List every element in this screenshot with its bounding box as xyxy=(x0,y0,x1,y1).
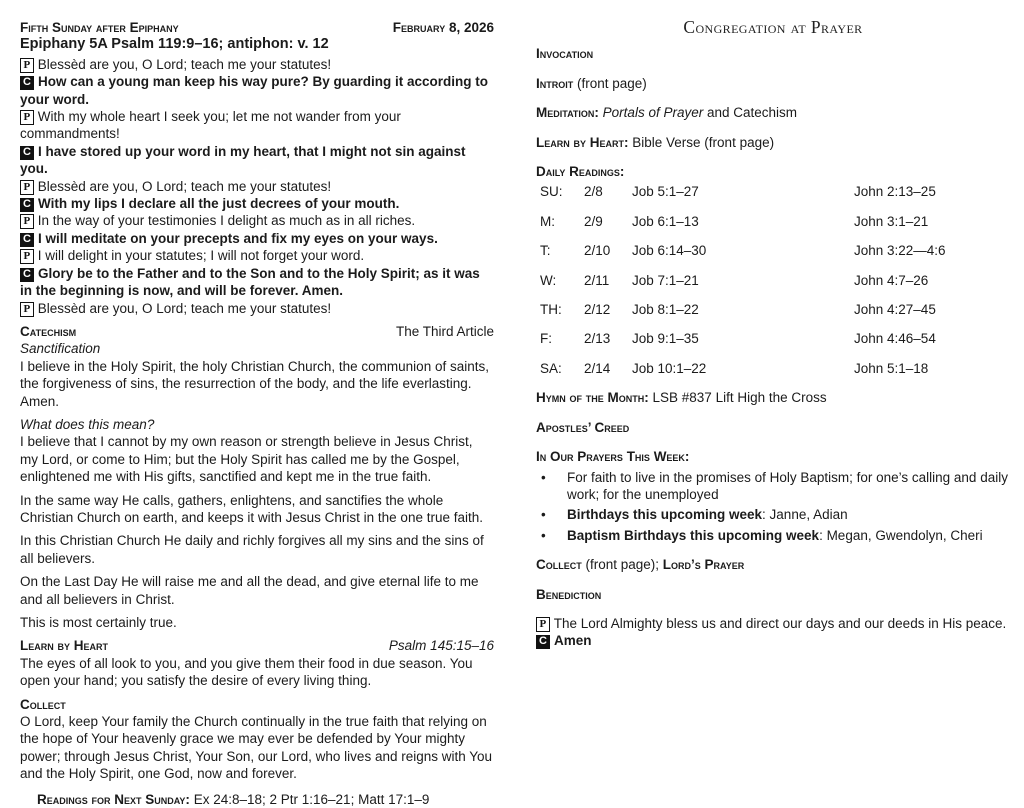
catechism-subheading: Sanctification xyxy=(20,341,101,357)
catechism-paragraph: In the same way He calls, gathers, enlightens, and sanctifies the whole Christian Church on earth, and keeps it with Jesus Christ in the one true faith. xyxy=(20,492,483,525)
prayer-text: Birthdays this upcoming week: Janne, Adian xyxy=(567,507,848,523)
versicle-text: I have stored up your word in my heart, that I might not sin against you. xyxy=(20,143,466,177)
catechism-heading: Catechism xyxy=(20,323,77,339)
meditation-rest: and Catechism xyxy=(706,105,798,121)
prayer-text: Baptism Birthdays this upcoming week: Megan, Gwendolyn, Cheri xyxy=(567,527,983,543)
apostles-creed-heading: Apostles’ Creed xyxy=(536,419,630,435)
catechism-paragraph: I believe in the Holy Spirit, the holy Christian Church, the communion of saints, the forgiveness of sins, the resurrection of the body, and the life everlasting. Amen. xyxy=(20,358,489,409)
versicle-text: Blessèd are you, O Lord; teach me your statutes! xyxy=(37,300,332,316)
reading-day: TH: xyxy=(540,302,562,318)
bullet-icon: • xyxy=(541,527,546,543)
reading-date: 2/13 xyxy=(584,331,611,347)
prayer-item xyxy=(536,469,1010,504)
versicle-text: Glory be to the Father and to the Son and to the Holy Spirit; as it was in the beginning is now, and will be forever. Amen. xyxy=(20,265,480,299)
reading-day: F: xyxy=(540,331,552,347)
versicle-line xyxy=(20,195,494,212)
versicle-line xyxy=(20,108,494,143)
versicle-line xyxy=(536,615,1010,632)
prayers-heading: In Our Prayers This Week: xyxy=(536,449,690,465)
next-sunday-readings xyxy=(20,791,494,808)
reading-day: SA: xyxy=(540,360,562,376)
left-column xyxy=(20,19,494,808)
versicle-text: How can a young man keep his way pure? By guarding it according to your word. xyxy=(20,74,489,107)
page-title: Congregation at Prayer xyxy=(683,17,863,37)
pastor-icon: P xyxy=(20,249,34,264)
learn-by-heart-ref: Psalm 145:15–16 xyxy=(388,638,494,654)
collect-lords-prayer-line xyxy=(536,556,1010,573)
prayer-text: For faith to live in the promises of Holy Baptism; for one’s calling and daily work; for the unemployed xyxy=(567,469,1008,502)
daily-readings-section xyxy=(536,163,1010,377)
daily-reading-row xyxy=(536,183,1010,200)
meditation-title: Portals of Prayer xyxy=(602,105,704,121)
reading-day: M: xyxy=(540,213,555,229)
next-sunday-text: Ex 24:8–18; 2 Ptr 1:16–21; Matt 17:1–9 xyxy=(193,791,430,807)
reading-ot: Job 9:1–35 xyxy=(632,331,699,347)
daily-reading-row xyxy=(536,360,1010,377)
collect-heading: Collect xyxy=(20,696,66,712)
introit-line xyxy=(536,75,1010,92)
prayer-item xyxy=(536,527,1010,544)
reading-date: 2/12 xyxy=(584,302,611,318)
versicle-line xyxy=(20,247,494,264)
learn-by-heart-header xyxy=(20,637,494,654)
right-column xyxy=(536,19,1010,808)
reading-day: T: xyxy=(540,243,551,259)
hymn-label: Hymn of the Month: xyxy=(536,390,649,406)
reading-day: W: xyxy=(540,272,557,288)
versicle-line xyxy=(20,212,494,229)
versicle-line xyxy=(20,73,494,108)
learn-by-heart-label: Learn by Heart: xyxy=(536,134,629,150)
meditation-line xyxy=(536,104,1010,121)
catechism-header xyxy=(20,323,494,340)
reading-nt: John 4:27–45 xyxy=(854,302,936,318)
reading-nt: John 5:1–18 xyxy=(854,360,929,376)
pastor-icon: P xyxy=(536,617,550,632)
reading-date: 2/10 xyxy=(584,243,611,259)
collect-note: (front page); xyxy=(581,557,663,573)
learn-by-heart-section xyxy=(20,637,494,689)
introit-label: Introit xyxy=(536,75,574,91)
prayer-item xyxy=(536,506,1010,523)
congregation-icon: C xyxy=(20,76,34,90)
reading-ot: Job 8:1–22 xyxy=(632,302,699,318)
versicle-line xyxy=(20,300,494,317)
reading-nt: John 3:1–21 xyxy=(854,213,929,229)
reading-ot: Job 5:1–27 xyxy=(632,184,699,200)
daily-reading-row xyxy=(536,330,1010,347)
learn-by-heart-heading: Learn by Heart xyxy=(20,638,109,654)
versicle-text: Blessèd are you, O Lord; teach me your statutes! xyxy=(37,178,332,194)
meditation-label: Meditation: xyxy=(536,105,599,121)
benediction-section xyxy=(536,615,1010,650)
pastor-icon: P xyxy=(20,302,34,317)
reading-day: SU: xyxy=(540,184,563,200)
next-sunday-label: Readings for Next Sunday: xyxy=(37,791,190,807)
catechism-ref: The Third Article xyxy=(395,323,494,339)
reading-date: 2/14 xyxy=(584,360,611,376)
collect-text: O Lord, keep Your family the Church continually in the true faith that relying on the hope of Your heavenly grace we may ever be defended by Your mighty power; through Jesus Christ, Your Son, our Lord, who lives and reigns with You and the Holy Spirit, one God, now and forever. xyxy=(20,714,493,782)
catechism-paragraph: In this Christian Church He daily and richly forgives all my sins and the sins of all believers. xyxy=(20,533,484,566)
introit-note: (front page) xyxy=(577,75,647,91)
learn-by-heart-text: The eyes of all look to you, and you give them their food in due season. You open your hand; you satisfy the desire of every living thing. xyxy=(20,655,473,689)
hymn-line xyxy=(536,389,1010,406)
versicle-text: Blessèd are you, O Lord; teach me your statutes! xyxy=(37,56,332,72)
learn-by-heart-line xyxy=(536,134,1010,151)
reading-ot: Job 6:14–30 xyxy=(632,243,707,259)
daily-reading-row xyxy=(536,242,1010,259)
collect-label: Collect xyxy=(536,557,582,573)
psalm-subtitle: Epiphany 5A Psalm 119:9–16; antiphon: v. 12 xyxy=(20,36,329,53)
reading-nt: John 3:22—4:6 xyxy=(854,243,946,259)
versicle-line xyxy=(20,143,494,178)
congregation-icon: C xyxy=(20,198,34,212)
reading-ot: Job 7:1–21 xyxy=(632,272,699,288)
psalm-versicles xyxy=(20,56,494,317)
invocation-heading: Invocation xyxy=(536,46,594,62)
versicle-line xyxy=(536,632,1010,649)
versicle-text: With my lips I declare all the just decrees of your mouth. xyxy=(37,196,400,212)
reading-date: 2/9 xyxy=(584,213,603,229)
daily-readings-heading: Daily Readings: xyxy=(536,164,625,180)
catechism-section xyxy=(20,323,494,632)
reading-nt: John 2:13–25 xyxy=(854,184,936,200)
learn-by-heart-value: Bible Verse (front page) xyxy=(632,134,775,150)
reading-ot: Job 6:1–13 xyxy=(632,213,699,229)
catechism-paragraph: I believe that I cannot by my own reason or strength believe in Jesus Christ, my Lord, or come to Him; but the Holy Spirit has called me by the Gospel, enlightened me with His gifts, sanctified and kept me in the true faith. xyxy=(20,434,473,485)
versicle-text: I will meditate on your precepts and fix my eyes on your ways. xyxy=(37,230,438,246)
congregation-icon: C xyxy=(20,268,34,282)
bullet-icon: • xyxy=(541,469,546,485)
reading-date: 2/11 xyxy=(584,272,610,288)
pastor-icon: P xyxy=(20,110,34,125)
versicle-line xyxy=(20,56,494,73)
day-header xyxy=(20,19,494,36)
collect-section xyxy=(20,696,494,783)
reading-ot: Job 10:1–22 xyxy=(632,360,707,376)
sunday-title: Fifth Sunday after Epiphany xyxy=(20,20,179,35)
prayers-section xyxy=(536,448,1010,544)
versicle-text: I will delight in your statutes; I will not forget your word. xyxy=(37,248,365,264)
versicle-text: Amen xyxy=(553,633,592,649)
bullet-icon: • xyxy=(541,507,546,523)
reading-nt: John 4:46–54 xyxy=(854,331,936,347)
reading-date: 2/8 xyxy=(584,184,603,200)
versicle-text: With my whole heart I seek you; let me not wander from your commandments! xyxy=(20,109,401,142)
date-label: February 8, 2026 xyxy=(392,20,494,35)
pastor-icon: P xyxy=(20,58,34,73)
catechism-question: What does this mean? xyxy=(20,416,155,432)
versicle-text: In the way of your testimonies I delight as much as in all riches. xyxy=(37,213,416,229)
benediction-heading: Benediction xyxy=(536,586,602,602)
daily-reading-row xyxy=(536,272,1010,289)
catechism-paragraph: This is most certainly true. xyxy=(20,615,177,630)
versicle-line xyxy=(20,265,494,300)
versicle-text: The Lord Almighty bless us and direct our days and our deeds in His peace. xyxy=(553,615,1007,631)
reading-nt: John 4:7–26 xyxy=(854,272,929,288)
versicle-line xyxy=(20,230,494,247)
versicle-line xyxy=(20,178,494,195)
congregation-icon: C xyxy=(536,635,550,649)
daily-reading-row xyxy=(536,301,1010,318)
lords-prayer-label: Lord’s Prayer xyxy=(662,557,745,573)
congregation-icon: C xyxy=(20,146,34,160)
catechism-paragraph: On the Last Day He will raise me and all the dead, and give eternal life to me and all believers in Christ. xyxy=(20,574,479,607)
pastor-icon: P xyxy=(20,214,34,229)
hymn-value: LSB #837 Lift High the Cross xyxy=(652,390,827,406)
daily-reading-row xyxy=(536,213,1010,230)
pastor-icon: P xyxy=(20,180,34,195)
congregation-icon: C xyxy=(20,233,34,247)
